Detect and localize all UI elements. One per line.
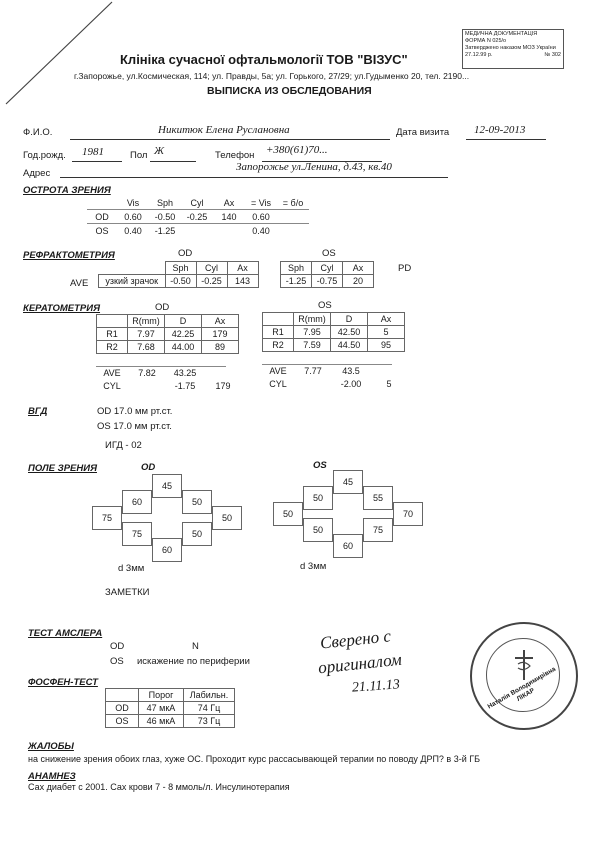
va-row-od-sph: -0.50 [154, 211, 176, 222]
kerat-os-ave-d: 43.5 [342, 365, 360, 376]
kerat-od-ave-ax [204, 366, 242, 379]
vf-os-stimulus: d 3мм [300, 561, 327, 572]
document-title: ВЫПИСКА ИЗ ОБСЛЕДОВАНИЯ [207, 85, 372, 97]
sex-value: Ж [154, 145, 165, 157]
amsler-od-value: N [192, 641, 199, 652]
kerat-od-h-ax: Ax [202, 315, 239, 328]
verification-date: 21.11.13 [351, 677, 401, 696]
vf-od-label: OD [141, 462, 156, 473]
va-header-vis: Vis [126, 197, 140, 208]
address-label: Адрес [23, 168, 51, 179]
vf-os-left: 50 [273, 502, 303, 526]
phos-os-eye: OS [106, 715, 139, 728]
refract-od-h-cyl: Cyl [196, 262, 227, 275]
kerat-od-cyl-d: -1.75 [174, 380, 196, 391]
amsler-od-eye: OD [110, 641, 125, 652]
va-row-od-cyl: -0.25 [186, 211, 208, 222]
kerat-od-r2-d: 44.00 [165, 341, 202, 354]
phos-os-threshold: 46 мкА [139, 715, 184, 728]
keratometry-title: КЕРАТОМЕТРИЯ [23, 303, 101, 314]
phos-od-lability: 74 Гц [184, 702, 235, 715]
kerat-os-summary [262, 364, 408, 390]
va-header-ax: Ax [223, 197, 235, 208]
refract-ave-label: AVE [70, 278, 89, 289]
va-row-od-eq: 0.60 [252, 211, 270, 222]
phosphene-table [105, 688, 235, 728]
kerat-os-table [262, 312, 405, 352]
refract-os-h-sph: Sph [281, 262, 312, 275]
visit-date-label: Дата визита [396, 127, 450, 138]
kerat-os-h-ax: Ax [368, 313, 405, 326]
refract-os-ax: 20 [343, 275, 374, 288]
visual-acuity-table [87, 196, 309, 237]
vf-os-lower-left: 50 [303, 518, 333, 542]
iop-od: OD 17.0 мм рт.ст. [97, 406, 173, 417]
va-header-eqvis: = Vis [250, 197, 272, 208]
vf-od-stimulus: d 3мм [118, 563, 145, 574]
va-row-od-vis: 0.60 [124, 211, 142, 222]
kerat-os-r2-d: 44.50 [331, 339, 368, 352]
kerat-od-cyl-ax: 179 [215, 380, 231, 391]
kerat-os-ave-ax [370, 364, 408, 377]
dob-value: 1981 [82, 146, 104, 158]
anamnesis-title: АНАМНЕЗ [28, 771, 76, 782]
form-stamp-line3: Затверджено наказом МОЗ України [465, 45, 556, 51]
fio-label: Ф.И.О. [23, 127, 53, 138]
kerat-os-label: OS [318, 300, 332, 311]
refract-os-cyl: -0.75 [312, 275, 343, 288]
vf-od-top: 45 [152, 474, 182, 498]
va-row-os-sph: -1.25 [154, 225, 176, 236]
refract-os-h-ax: Ax [343, 262, 374, 275]
verification-line1: Сверено с [319, 626, 392, 653]
phone-label: Телефон [215, 150, 255, 161]
visual-acuity-title: ОСТРОТА ЗРЕНИЯ [23, 185, 111, 196]
refract-od-h-ax: Ax [227, 262, 258, 275]
va-row-os-vis: 0.40 [124, 225, 142, 236]
doctor-seal [470, 622, 578, 730]
form-stamp-line1: МЕДИЧНА ДОКУМЕНТАЦІЯ [465, 31, 538, 37]
kerat-os-cyl-ax: 5 [386, 378, 392, 389]
refract-od-label: OD [178, 248, 193, 259]
refract-pd-label: PD [398, 263, 412, 274]
vf-od-left: 75 [92, 506, 122, 530]
kerat-os-ave-mm: 7.77 [304, 365, 322, 376]
visual-field-title: ПОЛЕ ЗРЕНИЯ [28, 463, 97, 474]
phos-od-threshold: 47 мкА [139, 702, 184, 715]
iop-title: ВГД [28, 406, 48, 417]
refract-os-sph: -1.25 [281, 275, 312, 288]
kerat-od-h-r: R(mm) [128, 315, 165, 328]
refract-od-cyl: -0.25 [196, 275, 227, 288]
phos-h-lability: Лабильн. [184, 689, 235, 702]
kerat-od-r1-d: 42.25 [165, 328, 202, 341]
kerat-os-r2-label: R2 [263, 339, 294, 352]
vf-os-lower-right: 75 [363, 518, 393, 542]
dob-label: Год.рожд. [23, 150, 66, 161]
verification-line2: оригиналом [317, 649, 403, 678]
clinic-title: Клініка сучасної офтальмології ТОВ "ВІЗУС" [120, 52, 408, 67]
vf-od-lower-left: 75 [122, 522, 152, 546]
amsler-os-eye: OS [110, 656, 124, 667]
kerat-od-table [96, 314, 239, 354]
vf-os-label: OS [313, 460, 327, 471]
vf-os-upper-right: 55 [363, 486, 393, 510]
sex-label: Пол [130, 150, 148, 161]
va-row-od-bo [277, 210, 309, 224]
amsler-title: ТЕСТ АМСЛЕРА [28, 628, 103, 639]
va-row-os-eye: OS [95, 225, 109, 236]
kerat-os-r1-ax: 5 [368, 326, 405, 339]
complaints-text: на снижение зрения обоих глаз, хуже ОС. Проходит курс рассасывающей терапии по поводу ДРП? в 3-й ГБ [28, 754, 481, 764]
va-row-os-bo [277, 224, 309, 238]
kerat-os-cyl-mm [294, 377, 332, 390]
refract-os-table [280, 261, 374, 288]
form-stamp-line2: ФОРМА N 025/о [465, 38, 507, 44]
anamnesis-text: Сах диабет с 2001. Сах крови 7 - 8 ммоль/л. Инсулинотерапия [28, 782, 290, 792]
kerat-os-r1-mm: 7.95 [294, 326, 331, 339]
visit-date-value: 12-09-2013 [474, 124, 526, 136]
kerat-os-r2-mm: 7.59 [294, 339, 331, 352]
notes-label: ЗАМЕТКИ [105, 587, 150, 598]
kerat-od-r1-label: R1 [97, 328, 128, 341]
va-row-os-eq: 0.40 [252, 225, 270, 236]
vf-od-lower-right: 50 [182, 522, 212, 546]
kerat-od-cyl-label: CYL [103, 380, 121, 391]
kerat-od-ave-d: 43.25 [173, 367, 197, 378]
kerat-od-label: OD [155, 302, 170, 313]
refract-od-table [98, 261, 259, 288]
refract-od-h-sph: Sph [165, 262, 196, 275]
form-stamp-number: № 302 [544, 52, 561, 58]
refract-od-sph: -0.50 [165, 275, 196, 288]
form-stamp-box [462, 29, 564, 69]
vf-od-right: 50 [212, 506, 242, 530]
kerat-os-h-d: D [331, 313, 368, 326]
kerat-os-r2-ax: 95 [368, 339, 405, 352]
corner-scan-line [0, 0, 120, 110]
kerat-od-r2-mm: 7.68 [128, 341, 165, 354]
refract-note: узкий зрачок [99, 275, 166, 288]
kerat-os-r1-label: R1 [263, 326, 294, 339]
va-row-od-ax: 140 [221, 211, 237, 222]
clinic-address: г.Запорожье, ул.Космическая, 114; ул. Правды, 5а; ул. Горького, 27/29; ул.Гудыменко 20, тел. 2190... [74, 71, 470, 81]
vf-od-upper-left: 60 [122, 490, 152, 514]
address-value: Запорожье ул.Ленина, д.43, кв.40 [236, 161, 392, 173]
va-header-sph: Sph [156, 197, 173, 208]
phosphene-title: ФОСФЕН-ТЕСТ [28, 677, 98, 688]
kerat-os-cyl-d: -2.00 [340, 378, 362, 389]
va-row-os-cyl [181, 224, 213, 238]
va-header-bo: = б/о [282, 197, 304, 208]
kerat-od-r2-label: R2 [97, 341, 128, 354]
vf-os-right: 70 [393, 502, 423, 526]
kerat-od-summary [96, 366, 242, 392]
vf-os-upper-left: 50 [303, 486, 333, 510]
kerat-od-cyl-mm [128, 379, 166, 392]
kerat-os-r1-d: 42.50 [331, 326, 368, 339]
va-row-os-ax [213, 224, 245, 238]
form-stamp-date: 27.12.99 р. [465, 52, 493, 58]
vf-os-top: 45 [333, 470, 363, 494]
kerat-od-ave-mm: 7.82 [138, 367, 156, 378]
kerat-os-cyl-label: CYL [269, 378, 287, 389]
refractometry-title: РЕФРАКТОМЕТРИЯ [23, 250, 115, 261]
kerat-od-ave-label: AVE [103, 367, 121, 378]
iop-device: ИГД - 02 [105, 440, 142, 451]
kerat-os-ave-label: AVE [269, 365, 287, 376]
phone-value: +380(61)70... [266, 144, 328, 156]
amsler-os-value: искажение по периферии [137, 656, 250, 667]
complaints-title: ЖАЛОБЫ [28, 741, 74, 752]
kerat-os-h-r: R(mm) [294, 313, 331, 326]
iop-os: OS 17.0 мм рт.ст. [97, 421, 172, 432]
refract-os-h-cyl: Cyl [312, 262, 343, 275]
vf-os-bottom: 60 [333, 534, 363, 558]
refract-od-ax: 143 [227, 275, 258, 288]
va-row-od-eye: OD [95, 211, 109, 222]
refract-os-label: OS [322, 248, 336, 259]
fio-value: Никитюк Елена Руслановна [158, 124, 290, 136]
vf-od-bottom: 60 [152, 538, 182, 562]
vf-od-upper-right: 50 [182, 490, 212, 514]
phos-h-threshold: Порог [139, 689, 184, 702]
phos-od-eye: OD [106, 702, 139, 715]
seal-text: Наталія Володимирівна ЛІКАР [486, 665, 557, 711]
kerat-od-r2-ax: 89 [202, 341, 239, 354]
va-header-cyl: Cyl [190, 197, 204, 208]
kerat-od-r1-mm: 7.97 [128, 328, 165, 341]
kerat-od-r1-ax: 179 [202, 328, 239, 341]
phos-os-lability: 73 Гц [184, 715, 235, 728]
kerat-od-h-d: D [165, 315, 202, 328]
